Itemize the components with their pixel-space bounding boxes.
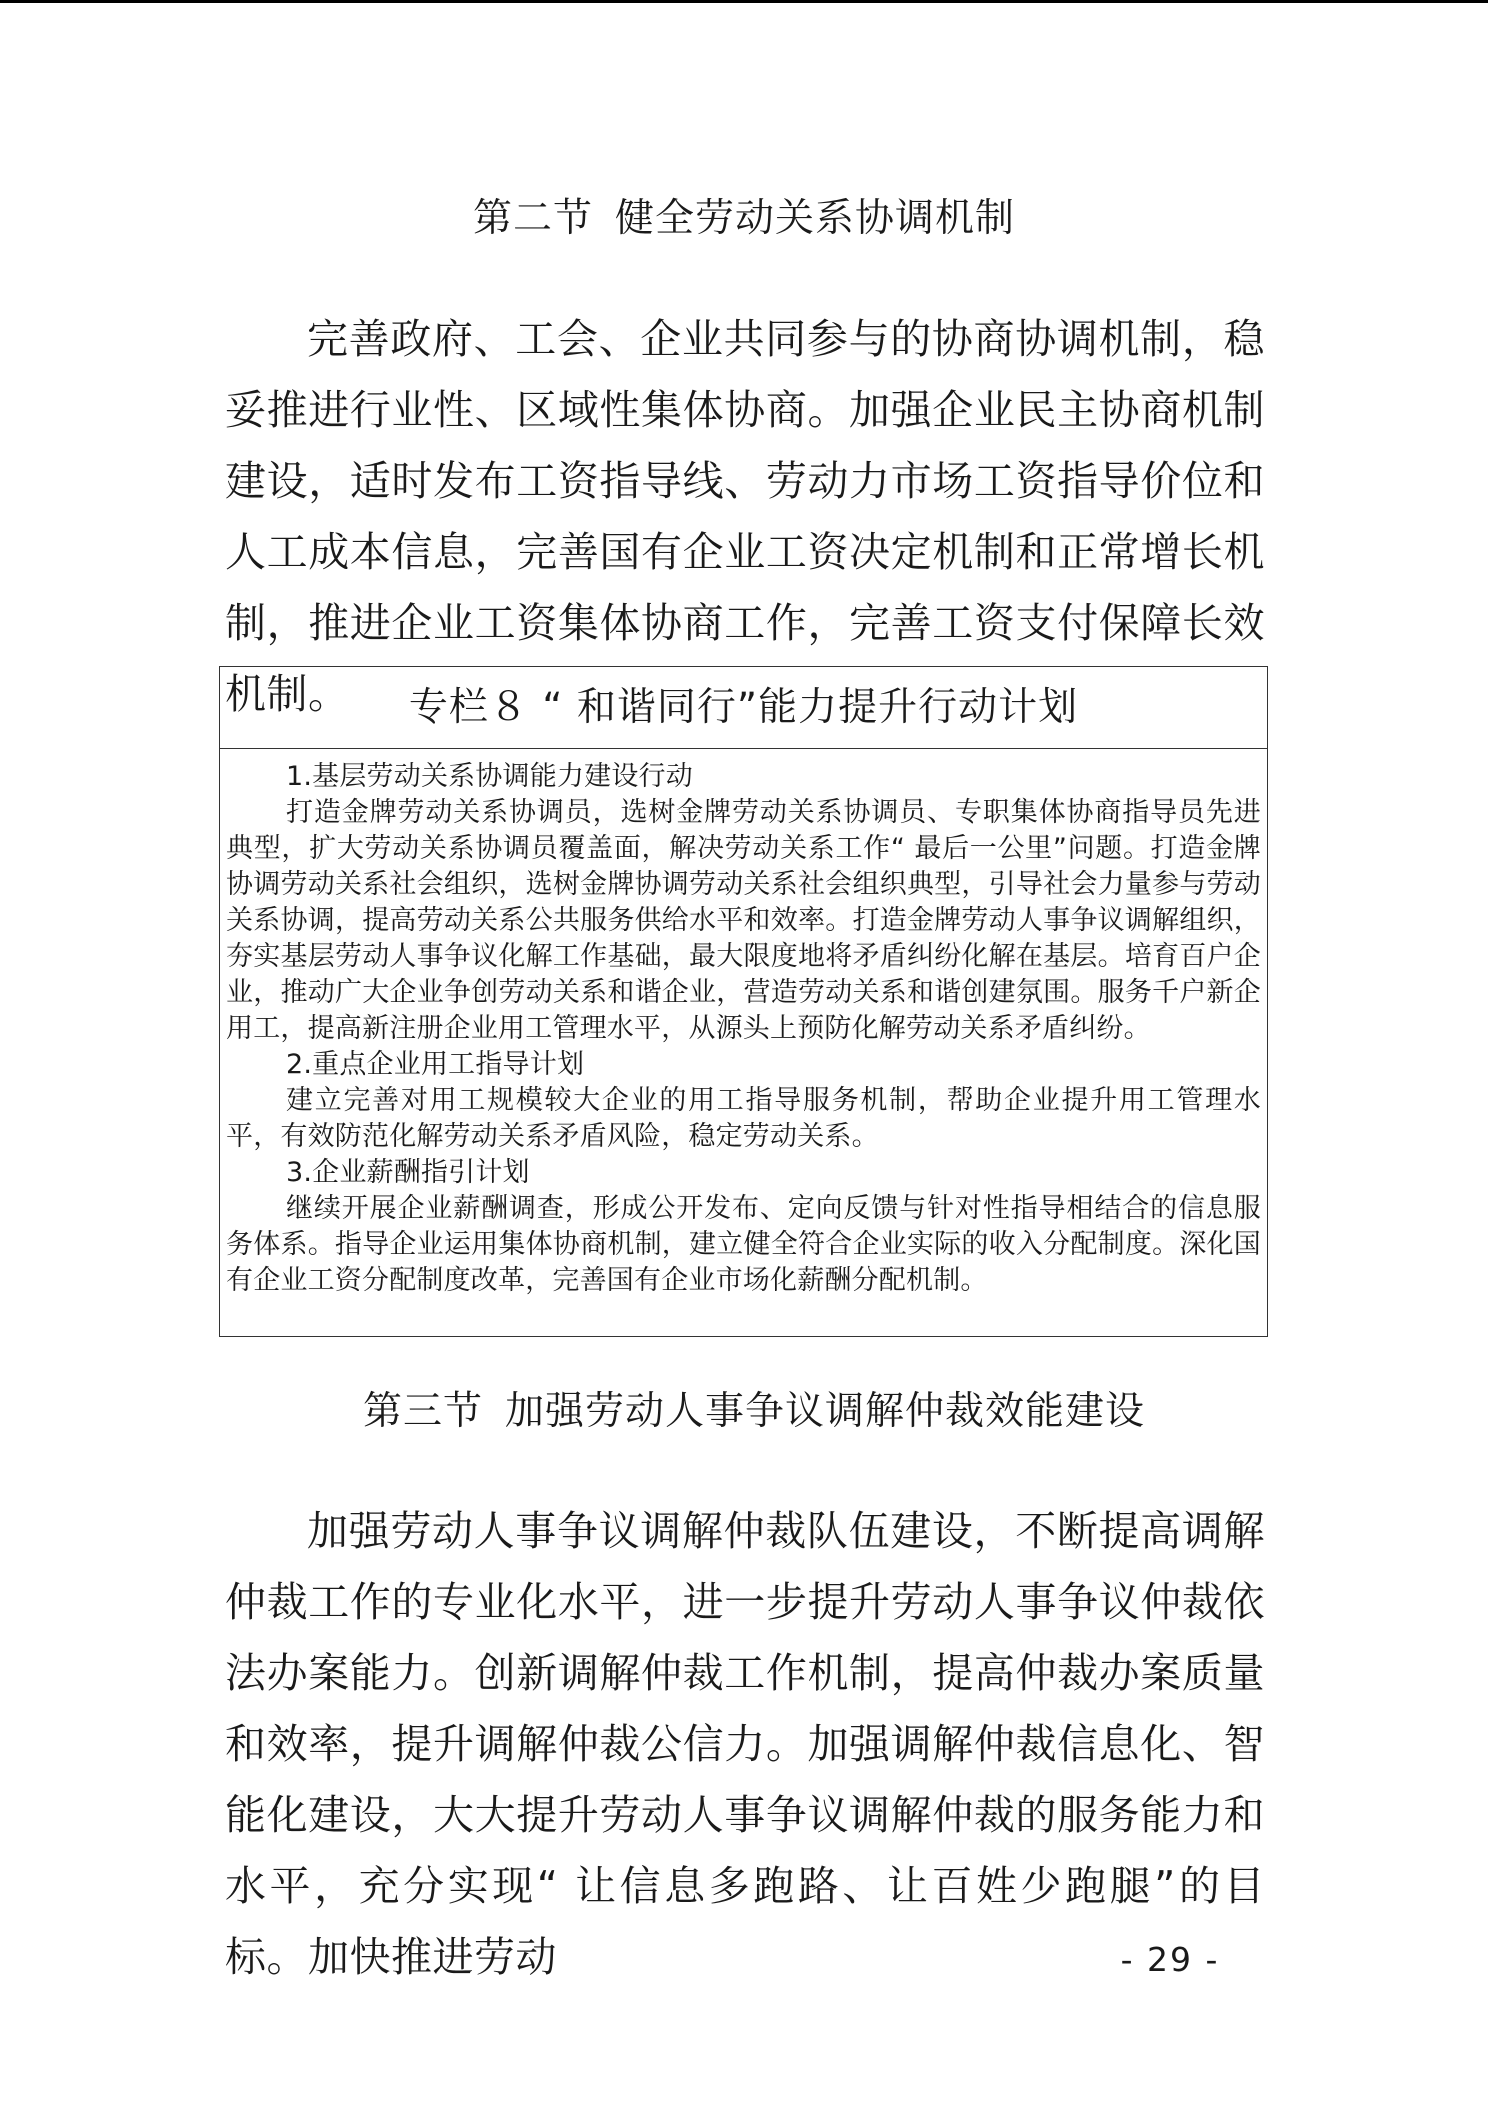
top-border-rule [0, 0, 1488, 3]
item-text: 继续开展企业薪酬调查，形成公开发布、定向反馈与针对性指导相结合的信息服务体系。指导企业运用集体协商机制，建立健全符合企业实际的收入分配制度。深化国有企业工资分配制度改革，完善国有企业市场化薪酬分配机制。 [226, 1193, 1261, 1296]
section-title-text: 加强劳动人事争议调解仲裁效能建设 [505, 1389, 1146, 1434]
page-number: - 29 - [1120, 1940, 1220, 1979]
item-heading: 3.企业薪酬指引计划 [286, 1157, 530, 1188]
section-heading-3 [0, 1387, 1488, 1437]
column-box-body [220, 749, 1267, 1299]
column-box [219, 666, 1268, 1337]
section-number: 第三节 [362, 1389, 483, 1434]
item-heading: 1.基层劳动关系协调能力建设行动 [286, 761, 693, 792]
item-text: 建立完善对用工规模较大企业的用工指导服务机制，帮助企业提升用工管理水平，有效防范化解劳动关系矛盾风险，稳定劳动关系。 [226, 1085, 1261, 1152]
item-text: 打造金牌劳动关系协调员，选树金牌劳动关系协调员、专职集体协商指导员先进典型，扩大劳动关系协调员覆盖面，解决劳动关系工作“ 最后一公里”问题。打造金牌协调劳动关系社会组织，选树金牌协调劳动关系社会组织典型，引导社会力量参与劳动关系协调，提高劳动关系公共服务供给水平和效率。打造金牌劳动人事争议调解组织，夯实基层劳动人事争议化解工作基础，最大限度地将矛盾纠纷化解在基层。培育百户企业，推动广大企业争创劳动关系和谐企业，营造劳动关系和谐创建氛围。服务千户新企用工，提高新注册企业用工管理水平，从源头上预防化解劳动关系矛盾纠纷。 [226, 797, 1261, 1044]
section-3-paragraph: 加强劳动人事争议调解仲裁队伍建设，不断提高调解仲裁工作的专业化水平，进一步提升劳动人事争议仲裁依法办案能力。创新调解仲裁工作机制，提高仲裁办案质量和效率，提升调解仲裁公信力。加强调解仲裁信息化、智能化建设，大大提升劳动人事争议调解仲裁的服务能力和水平，充分实现“ 让信息多跑路、让百姓少跑腿”的目标。加快推进劳动 [225, 1507, 1265, 1981]
section-2-paragraph: 完善政府、工会、企业共同参与的协商协调机制，稳妥推进行业性、区域性集体协商。加强企业民主协商机制建设，适时发布工资指导线、劳动力市场工资指导价位和人工成本信息，完善国有企业工资决定机制和正常增长机制，推进企业工资集体协商工作，完善工资支付保障长效机制。 [225, 315, 1265, 718]
item-heading: 2.重点企业用工指导计划 [286, 1049, 585, 1080]
section-heading-2 [0, 194, 1488, 244]
section-title-text: 健全劳动关系协调机制 [615, 196, 1016, 241]
column-box-title: 专栏８ “ 和谐同行”能力提升行动计划 [220, 667, 1267, 749]
section-number: 第二节 [472, 196, 593, 241]
